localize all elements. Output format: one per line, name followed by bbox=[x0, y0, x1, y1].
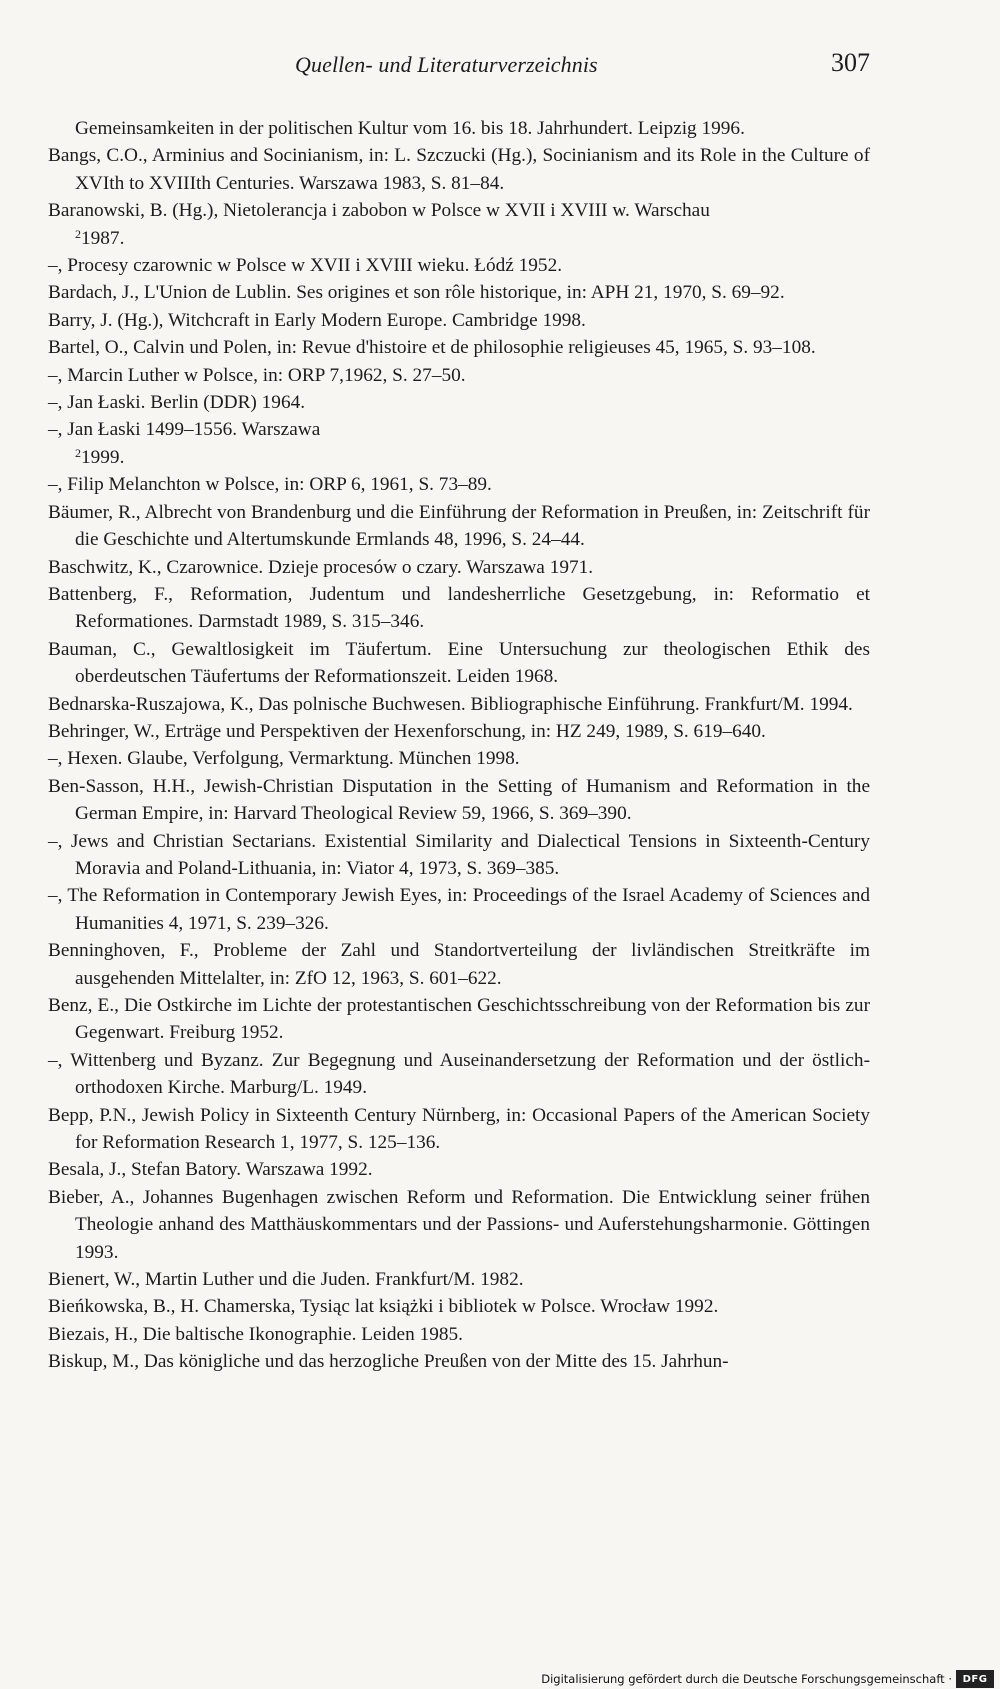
bibliography-entry bbox=[48, 334, 870, 361]
bibliography-entry bbox=[48, 471, 870, 498]
dfg-logo: DFG bbox=[956, 1670, 994, 1688]
bibliography-entry bbox=[48, 581, 870, 636]
running-title: Quellen- und Literaturverzeichnis bbox=[295, 52, 598, 77]
bibliography-entry bbox=[48, 882, 870, 937]
entry-text-after: 1987. bbox=[81, 227, 125, 249]
entry-text-after: 1999. bbox=[81, 446, 125, 468]
entry-text: Bieber, A., Johannes Bugenhagen zwischen Reform und Reformation. Die Entwicklung seiner frühen Theologie anhand des Matthäuskommentars und der Passions- und Auferstehungsharmonie. Göttingen 1993. bbox=[48, 1186, 870, 1263]
bibliography-entry bbox=[48, 1293, 870, 1320]
entry-text: Baranowski, B. (Hg.), Nietolerancja i zabobon w Polsce w XVII i XVIII w. Warschau bbox=[48, 200, 710, 222]
page-header bbox=[295, 50, 870, 84]
page-number: 307 bbox=[831, 48, 870, 77]
entry-text: Bieńkowska, B., H. Chamerska, Tysiąc lat książki i bibliotek w Polsce. Wrocław 1992. bbox=[48, 1296, 719, 1318]
entry-text: Bartel, O., Calvin und Polen, in: Revue d'histoire et de philosophie religieuses 45, 1965, S. 93–108. bbox=[48, 337, 816, 359]
entry-text: Barry, J. (Hg.), Witchcraft in Early Modern Europe. Cambridge 1998. bbox=[48, 309, 586, 331]
bibliography-entry bbox=[48, 1266, 870, 1293]
bibliography-entry bbox=[48, 1348, 870, 1375]
bibliography-entry bbox=[48, 691, 870, 718]
entry-text: –, Marcin Luther w Polsce, in: ORP 7,1962, S. 27–50. bbox=[48, 364, 466, 386]
bibliography-list bbox=[48, 115, 870, 1376]
entry-text: –, Wittenberg und Byzanz. Zur Begegnung und Auseinandersetzung der Reformation und der östlich-orthodoxen Kirche. Marburg/L. 1949. bbox=[48, 1049, 870, 1099]
bibliography-entry bbox=[48, 197, 870, 252]
credit-text: Digitalisierung gefördert durch die Deutsche Forschungsgemeinschaft · bbox=[541, 1672, 952, 1686]
entry-text: Baschwitz, K., Czarownice. Dzieje procesów o czary. Warszawa 1971. bbox=[48, 556, 594, 578]
bibliography-entry bbox=[48, 307, 870, 334]
edition-superscript: 2 bbox=[75, 445, 81, 460]
bibliography-entry bbox=[48, 1321, 870, 1348]
bibliography-entry bbox=[48, 1102, 870, 1157]
bibliography-entry bbox=[48, 1184, 870, 1266]
bibliography-entry bbox=[48, 279, 870, 306]
bibliography-entry bbox=[48, 773, 870, 828]
edition-superscript: 2 bbox=[75, 226, 81, 241]
entry-text: Bednarska-Ruszajowa, K., Das polnische Buchwesen. Bibliographische Einführung. Frankfurt/M. 1994. bbox=[48, 693, 853, 715]
bibliography-entry bbox=[48, 362, 870, 389]
entry-text: Benz, E., Die Ostkirche im Lichte der protestantischen Geschichtsschreibung von der Reformation bis zur Gegenwart. Freiburg 1952. bbox=[48, 995, 870, 1044]
bibliography-entry bbox=[48, 1047, 870, 1102]
entry-text: Biezais, H., Die baltische Ikonographie. Leiden 1985. bbox=[48, 1323, 463, 1345]
entry-text: Bangs, C.O., Arminius and Socinianism, in: L. Szczucki (Hg.), Socinianism and its Role in the Culture of XVIth to XVIIIth Centuries. Warszawa 1983, S. 81–84. bbox=[48, 145, 870, 194]
entry-text: –, The Reformation in Contemporary Jewish Eyes, in: Proceedings of the Israel Academy of Sciences and Humanities 4, 1971, S. 239–326. bbox=[48, 885, 870, 934]
entry-text: –, Jews and Christian Sectarians. Existential Similarity and Dialectical Tensions in Sixteenth-Century Moravia and Poland-Lithuania, in: Viator 4, 1973, S. 369–385. bbox=[48, 830, 870, 879]
bibliography-entry bbox=[48, 554, 870, 581]
bibliography-entry bbox=[48, 745, 870, 772]
entry-text: Ben-Sasson, H.H., Jewish-Christian Disputation in the Setting of Humanism and Reformation in the German Empire, in: Harvard Theological Review 59, 1966, S. 369–390. bbox=[48, 775, 870, 825]
digitization-credit bbox=[541, 1669, 994, 1689]
entry-text: Besala, J., Stefan Batory. Warszawa 1992. bbox=[48, 1159, 373, 1181]
entry-text: Bäumer, R., Albrecht von Brandenburg und die Einführung der Reformation in Preußen, in: Zeitschrift für die Geschichte und Altertumskunde Ermlands 48, 1996, S. 24–44. bbox=[48, 501, 870, 551]
entry-text: Biskup, M., Das königliche und das herzogliche Preußen von der Mitte des 15. Jahrhun- bbox=[48, 1351, 729, 1373]
bibliography-entry bbox=[48, 115, 870, 142]
bibliography-entry bbox=[48, 718, 870, 745]
entry-text: Gemeinsamkeiten in der politischen Kultur vom 16. bis 18. Jahrhundert. Leipzig 1996. bbox=[75, 118, 745, 139]
entry-text: Bepp, P.N., Jewish Policy in Sixteenth Century Nürnberg, in: Occasional Papers of the American Society for Reformation Research 1, 1977, S. 125–136. bbox=[48, 1104, 870, 1154]
bibliography-entry bbox=[48, 416, 870, 471]
entry-text: Battenberg, F., Reformation, Judentum und landesherrliche Gesetzgebung, in: Reformatio et Reformationes. Darmstadt 1989, S. 315–346. bbox=[48, 583, 870, 633]
bibliography-entry bbox=[48, 252, 870, 279]
entry-text: Bienert, W., Martin Luther und die Juden. Frankfurt/M. 1982. bbox=[48, 1269, 524, 1291]
entry-text: Benninghoven, F., Probleme der Zahl und Standortverteilung der livländischen Streitkräfte im ausgehenden Mittelalter, in: ZfO 12, 1963, S. 601–622. bbox=[48, 940, 870, 989]
bibliography-entry bbox=[48, 828, 870, 883]
entry-text: Behringer, W., Erträge und Perspektiven der Hexenforschung, in: HZ 249, 1989, S. 619–640. bbox=[48, 720, 766, 742]
bibliography-entry bbox=[48, 1156, 870, 1183]
entry-text: –, Hexen. Glaube, Verfolgung, Vermarktung. München 1998. bbox=[48, 748, 520, 770]
entry-text: –, Procesy czarownic w Polsce w XVII i XVIII wieku. Łódź 1952. bbox=[48, 255, 563, 277]
bibliography-entry bbox=[48, 499, 870, 554]
entry-text: –, Jan Łaski 1499–1556. Warszawa bbox=[48, 419, 321, 441]
bibliography-entry bbox=[48, 937, 870, 992]
bibliography-entry bbox=[48, 142, 870, 197]
entry-text: –, Filip Melanchton w Polsce, in: ORP 6, 1961, S. 73–89. bbox=[48, 474, 492, 496]
bibliography-entry bbox=[48, 992, 870, 1047]
bibliography-entry bbox=[48, 389, 870, 416]
bibliography-entry bbox=[48, 636, 870, 691]
entry-text: Bauman, C., Gewaltlosigkeit im Täufertum. Eine Untersuchung zur theologischen Ethik des oberdeutschen Täufertums der Reformationszeit. Leiden 1968. bbox=[48, 638, 870, 688]
entry-text: –, Jan Łaski. Berlin (DDR) 1964. bbox=[48, 392, 306, 414]
entry-text: Bardach, J., L'Union de Lublin. Ses origines et son rôle historique, in: APH 21, 1970, S. 69–92. bbox=[48, 282, 785, 304]
